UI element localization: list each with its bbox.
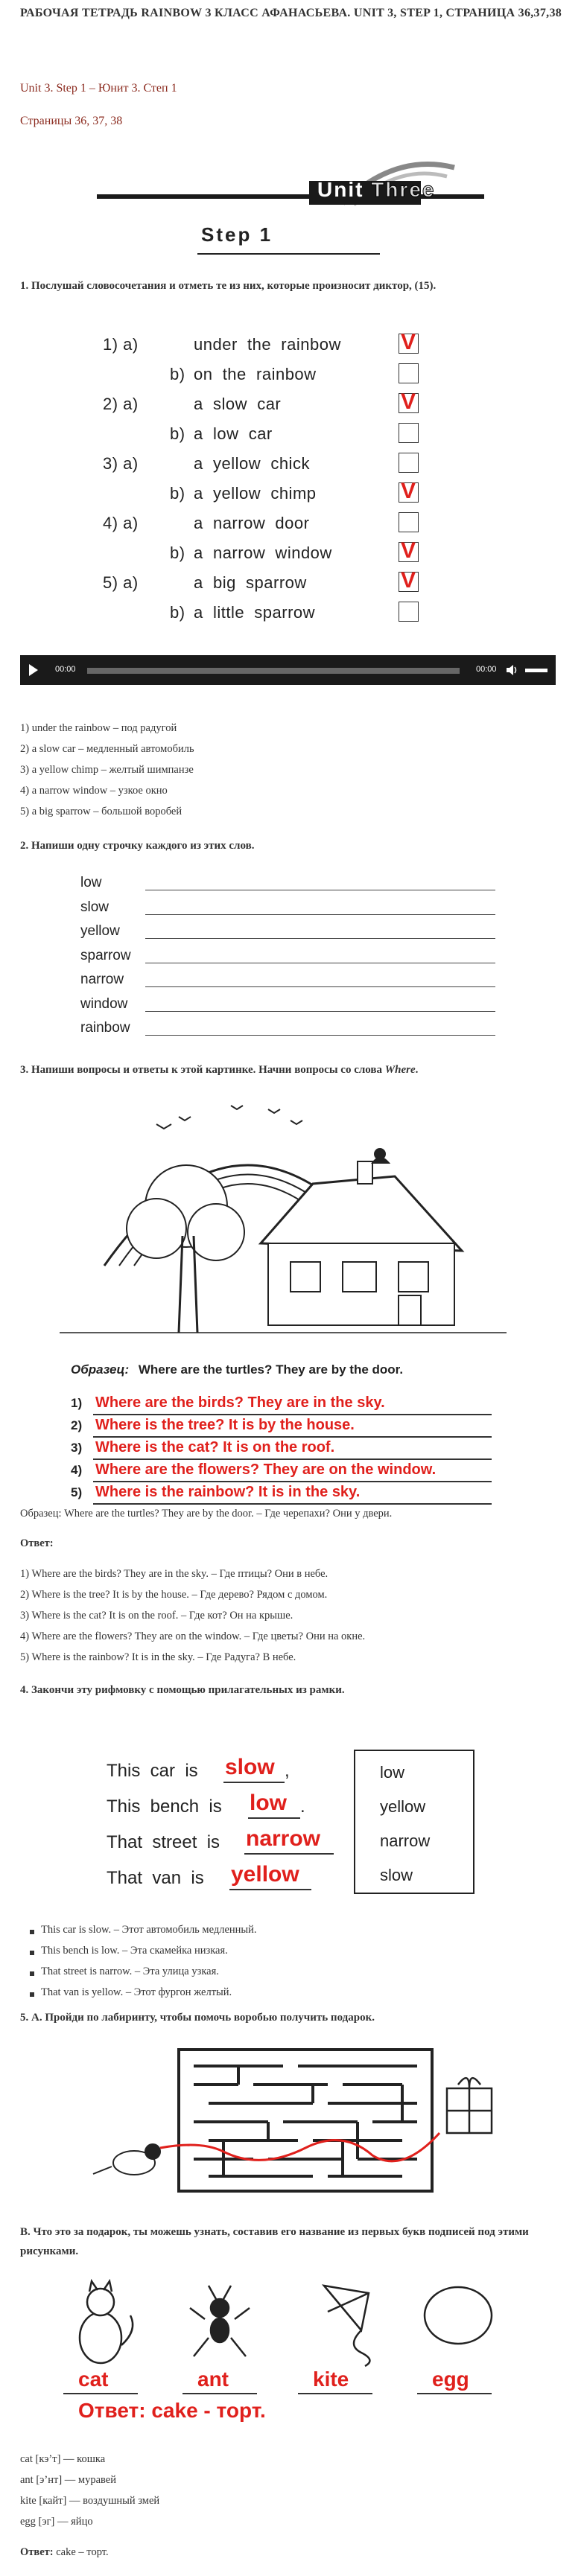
ex4-line-prefix: This bench is (107, 1796, 222, 1817)
ex4-handwritten-answer: low (250, 1791, 287, 1815)
ex3-answer-underline (93, 1436, 492, 1438)
kite-icon (324, 2286, 369, 2366)
ex5-picture-label: ant (197, 2368, 229, 2391)
ex3-handwritten-answer: Where is the tree? It is by the house. (95, 1417, 355, 1433)
ex3-handwritten-answer: Where is the rainbow? It is in the sky. (95, 1484, 361, 1500)
ex1-item-text: a yellow chimp (194, 484, 317, 503)
step-underline (197, 253, 380, 255)
ex1-item-num: 5) a) (103, 573, 139, 592)
ex2-word: window (80, 995, 128, 1012)
ex1-item-num: b) (170, 484, 185, 503)
ex1-item-text: a low car (194, 424, 273, 443)
egg-icon (425, 2287, 492, 2344)
bullet-icon (30, 1951, 34, 1955)
ex1-answer-line: 2) a slow car – медленный автомобиль (20, 743, 194, 755)
ex1-checkbox[interactable] (399, 538, 419, 563)
word-box-item: yellow (380, 1797, 426, 1816)
tree-icon (127, 1165, 244, 1333)
audio-player[interactable] (20, 655, 556, 685)
gift-icon (447, 2078, 492, 2133)
ex3-answer-line: 2) Where is the tree? It is by the house. – Где дерево? Рядом с домом. (20, 1589, 328, 1601)
ex5-label-underline (182, 2393, 257, 2394)
ex3-answer-line: 3) Where is the cat? It is on the roof. – Где кот? Он на крыше. (20, 1610, 293, 1622)
cat-icon (80, 2281, 133, 2363)
ex5-final-answer: Ответ: cake – торт. (20, 2546, 109, 2558)
ex2-writing-line[interactable] (145, 1035, 495, 1036)
unit-banner (97, 145, 484, 227)
ex1-item-text: a narrow door (194, 514, 310, 532)
volume-icon[interactable] (506, 664, 518, 676)
ex3-line-num: 3) (71, 1441, 83, 1455)
audio-duration: 00:00 (476, 665, 497, 674)
ex3-sample-translation: Образец: Where are the turtles? They are by the door. – Где черепахи? Они у двери. (20, 1508, 393, 1520)
ex1-answer-line: 1) under the rainbow – под радугой (20, 722, 177, 734)
ex1-answer-line: 5) a big sparrow – большой воробей (20, 806, 182, 817)
ex3-answer-underline (93, 1458, 492, 1460)
bullet-icon (30, 1971, 34, 1976)
ex1-item-num: b) (170, 365, 185, 383)
ex1-checkbox[interactable] (399, 568, 419, 593)
check-mark-icon: V (401, 568, 416, 593)
ex1-item-num: b) (170, 543, 185, 562)
ex1-checkbox[interactable] (399, 479, 419, 503)
audio-current-time: 00:00 (55, 665, 76, 674)
ant-icon (190, 2286, 250, 2356)
ex3-answer-line: 1) Where are the birds? They are in the sky. – Где птицы? Они в небе. (20, 1568, 328, 1580)
ex5-label-underline (417, 2393, 492, 2394)
ex3-answer-line: 5) Where is the rainbow? It is in the sky. – Где Радуга? В небе. (20, 1651, 296, 1663)
ex4-answer-underline (248, 1817, 300, 1819)
ex3-sample: Образец: Where are the turtles? They are by the door. (71, 1362, 404, 1377)
ex4-handwritten-answer: yellow (231, 1862, 299, 1887)
word-box (354, 1750, 475, 1894)
ex3-line-num: 4) (71, 1463, 83, 1477)
ex4-line-prefix: This car is (107, 1761, 198, 1781)
ex1-item-text: a slow car (194, 395, 282, 413)
ex1-item-num: 3) a) (103, 454, 139, 473)
ex5-transcription-line: egg [эг] — яйцо (20, 2516, 93, 2528)
ex2-word: slow (80, 899, 110, 915)
check-mark-icon: V (401, 538, 416, 563)
ex1-answer-line: 4) a narrow window – узкое окно (20, 785, 168, 797)
ex1-checkbox[interactable] (399, 512, 419, 532)
check-mark-icon: V (401, 479, 416, 503)
ex4-answer-line: That van is yellow. – Этот фургон желтый. (41, 1986, 232, 1998)
ex5-label-underline (63, 2393, 138, 2394)
ex1-item-num: b) (170, 603, 185, 622)
ex3-answer-line: 4) Where are the flowers? They are on the window. – Где цветы? Они на окне. (20, 1630, 366, 1642)
word-box-item: low (380, 1763, 405, 1782)
house-picture (45, 1094, 521, 1348)
ex4-answer-line: This bench is low. – Эта скамейка низкая. (41, 1945, 228, 1957)
breadcrumb: Unit 3. Step 1 – Юнит 3. Степ 1 (20, 82, 177, 95)
ex1-item-text: a yellow chick (194, 454, 310, 473)
ex3-line-num: 1) (71, 1396, 83, 1410)
three-word: Three (371, 178, 436, 201)
cat-on-roof-icon (372, 1149, 389, 1163)
ex4-line-suffix: , (285, 1761, 290, 1781)
ex4-answer-underline (244, 1853, 334, 1855)
ex3-line-num: 2) (71, 1418, 83, 1432)
ex2-word: sparrow (80, 947, 131, 963)
ex1-checkbox[interactable] (399, 453, 419, 473)
ex5-instruction-a: 5. А. Пройди по лабиринту, чтобы помочь воробью получить подарок. (20, 2012, 375, 2024)
bullet-icon (30, 1992, 34, 1997)
maze-picture (89, 2044, 507, 2196)
ex3-answer-label: Ответ: (20, 1537, 54, 1549)
ex2-instruction: 2. Напиши одну строчку каждого из этих слов. (20, 840, 255, 852)
ex3-answer-underline (93, 1503, 492, 1505)
check-mark-icon: V (401, 330, 416, 354)
ex1-checkbox[interactable] (399, 363, 419, 383)
ex1-checkbox[interactable] (399, 602, 419, 622)
ex1-item-num: 1) a) (103, 335, 139, 354)
ex4-line-prefix: That van is (107, 1868, 204, 1888)
ex4-instruction: 4. Закончи эту рифмовку с помощью прилагательных из рамки. (20, 1684, 345, 1696)
step-title: Step 1 (201, 223, 273, 246)
volume-slider[interactable] (525, 669, 548, 672)
ex4-answer-underline (229, 1889, 311, 1890)
ex1-item-text: a big sparrow (194, 573, 307, 592)
article-title: РАБОЧАЯ ТЕТРАДЬ RAINBOW 3 КЛАСС АФАНАСЬЕВА. UNIT 3, STEP 1, СТРАНИЦА 36,37,38 (20, 7, 562, 19)
ex1-item-text: a narrow window (194, 543, 332, 562)
ex3-handwritten-answer: Where are the flowers? They are on the window. (95, 1461, 437, 1478)
ex5-handwritten-answer: Ответ: cake - торт. (78, 2399, 266, 2422)
ex5-instruction-b: В. Что это за подарок, ты можешь узнать, составив его название из первых букв подписей под этими рисунками. (20, 2226, 529, 2257)
ex1-answer-line: 3) a yellow chimp – желтый шимпанзе (20, 764, 194, 776)
ex1-item-text: under the rainbow (194, 335, 341, 354)
ex4-handwritten-answer: slow (225, 1755, 275, 1779)
ex5-transcription-line: kite [кайт] — воздушный змей (20, 2495, 160, 2507)
ex4-line-suffix: . (300, 1796, 305, 1817)
pages-label: Страницы 36, 37, 38 (20, 115, 123, 127)
ex4-handwritten-answer: narrow (246, 1826, 321, 1851)
bullet-icon (30, 1930, 34, 1934)
ex4-answer-underline (223, 1782, 285, 1783)
maze-path (160, 2133, 439, 2161)
ex2-writing-line[interactable] (145, 938, 495, 939)
play-icon[interactable] (29, 664, 38, 676)
ex3-handwritten-answer: Where are the birds? They are in the sky. (95, 1394, 385, 1411)
ex1-checkbox[interactable] (399, 389, 419, 414)
ex3-answer-underline (93, 1414, 492, 1415)
ex5-pictures (71, 2278, 518, 2368)
ex3-line-num: 5) (71, 1485, 83, 1499)
ex1-item-num: 2) a) (103, 395, 139, 413)
ex2-writing-line[interactable] (145, 914, 495, 915)
ex1-item-num: 4) a) (103, 514, 139, 532)
ex1-instruction: 1. Послушай словосочетания и отметь те из них, которые произносит диктор, (15). (20, 280, 437, 292)
ex3-answer-underline (93, 1481, 492, 1482)
ex5-transcription-line: cat [кэ’т] — кошка (20, 2453, 106, 2465)
ex5-picture-label: kite (313, 2368, 349, 2391)
house-icon (261, 1161, 462, 1325)
ex2-word: low (80, 875, 102, 890)
ex4-answer-line: That street is narrow. – Эта улица узкая. (41, 1966, 219, 1977)
ex1-checkbox[interactable] (399, 423, 419, 443)
ex4-answer-line: This car is slow. – Этот автомобиль медленный. (41, 1924, 257, 1936)
ex1-item-num: b) (170, 424, 185, 443)
word-box-item: narrow (380, 1831, 431, 1850)
ex3-handwritten-answer: Where is the cat? It is on the roof. (95, 1439, 335, 1456)
ex5-transcription-line: ant [э’нт] — муравей (20, 2474, 116, 2486)
ex1-item-text: a little sparrow (194, 603, 316, 622)
ex3-instruction: 3. Напиши вопросы и ответы к этой картинке. Начни вопросы со слова Where. (20, 1064, 419, 1076)
unit-word: Unit (317, 178, 364, 201)
check-mark-icon: V (401, 389, 416, 414)
audio-progress-bar[interactable] (87, 668, 460, 674)
ex5-picture-label: egg (432, 2368, 469, 2391)
ex1-checkbox[interactable] (399, 330, 419, 354)
sparrow-icon (93, 2144, 160, 2175)
ex2-word: rainbow (80, 1020, 130, 1036)
ex2-writing-line[interactable] (145, 1011, 495, 1012)
ex5-picture-label: cat (78, 2368, 109, 2391)
ex4-line-prefix: That street is (107, 1832, 220, 1852)
birds-icon (156, 1106, 302, 1129)
ex2-word: narrow (80, 972, 124, 987)
ex1-item-text: on the rainbow (194, 365, 317, 383)
word-box-item: slow (380, 1866, 413, 1884)
ex2-writing-line[interactable] (145, 986, 495, 987)
ex5-label-underline (298, 2393, 372, 2394)
ex2-word: yellow (80, 923, 120, 939)
